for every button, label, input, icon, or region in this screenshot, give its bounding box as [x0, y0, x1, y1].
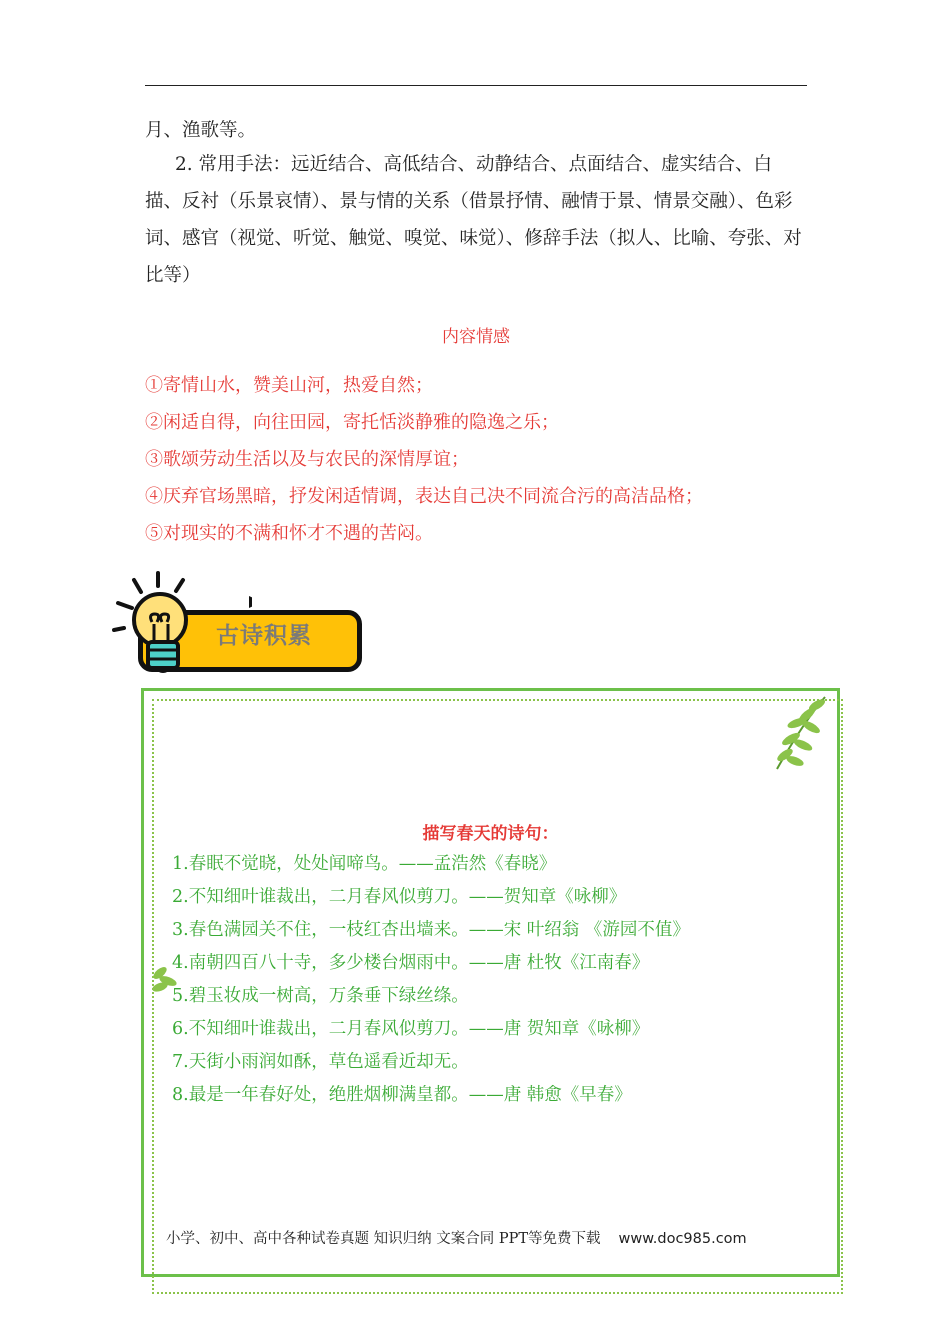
footer-text: 小学、初中、高中各种试卷真题 知识归纳 文案合同 PPT等免费下载	[166, 1231, 601, 1247]
list-item: 1.春眠不觉晓，处处闻啼鸟。——孟浩然《春晓》	[172, 854, 557, 874]
section-heading: 内容情感	[442, 327, 510, 347]
leaf-branch-icon	[763, 693, 833, 773]
poem-list-title: 描写春天的诗句：	[422, 824, 559, 844]
lightbulb-icon	[112, 570, 252, 680]
list-item: 4.南朝四百八十寺，多少楼台烟雨中。——唐 杜牧《江南春》	[172, 953, 650, 973]
list-item: 8.最是一年春好处，绝胜烟柳满皇都。——唐 韩愈《早春》	[172, 1085, 632, 1105]
poem-list	[172, 848, 690, 1112]
paragraph-techniques: 2. 常用手法：远近结合、高低结合、动静结合、点面结合、虚实结合、白描、反衬（乐景哀情）、景与情的关系（借景抒情、融情于景、情景交融）、色彩词、感官（视觉、听觉、触觉、嗅觉、味觉）、修辞手法（拟人、比喻、夸张、对比等）	[145, 154, 802, 286]
paragraph-continued: 月、渔歌等。	[145, 120, 257, 141]
list-item: 3.春色满园关不住，一枝红杏出墙来。——宋 叶绍翁 《游园不值》	[172, 920, 690, 940]
list-item: 5.碧玉妆成一树高，万条垂下绿丝绦。	[172, 986, 469, 1006]
badge-label: 古诗积累	[216, 623, 312, 649]
list-item: 2.不知细叶谁裁出，二月春风似剪刀。——贺知章《咏柳》	[172, 887, 627, 907]
poem-box	[141, 688, 840, 1277]
section-badge	[112, 570, 372, 680]
footer-note	[166, 1227, 747, 1248]
header-rule	[145, 85, 807, 86]
list-item: ③歌颂劳动生活以及与农民的深情厚谊；	[145, 449, 469, 470]
list-item: 6.不知细叶谁裁出，二月春风似剪刀。——唐 贺知章《咏柳》	[172, 1019, 650, 1039]
list-item: ④厌弃官场黑暗，抒发闲适情调，表达自己决不同流合污的高洁品格；	[145, 486, 703, 507]
list-item: ⑤对现实的不满和怀才不遇的苦闷。	[145, 523, 433, 544]
footer-url[interactable]: www.doc985.com	[618, 1231, 747, 1247]
list-item: ②闲适自得，向往田园，寄托恬淡静雅的隐逸之乐；	[145, 412, 559, 433]
emotion-list	[145, 367, 807, 552]
list-item: 7.天街小雨润如酥，草色遥看近却无。	[172, 1052, 469, 1072]
list-item: ①寄情山水，赞美山河，热爱自然；	[145, 375, 433, 396]
